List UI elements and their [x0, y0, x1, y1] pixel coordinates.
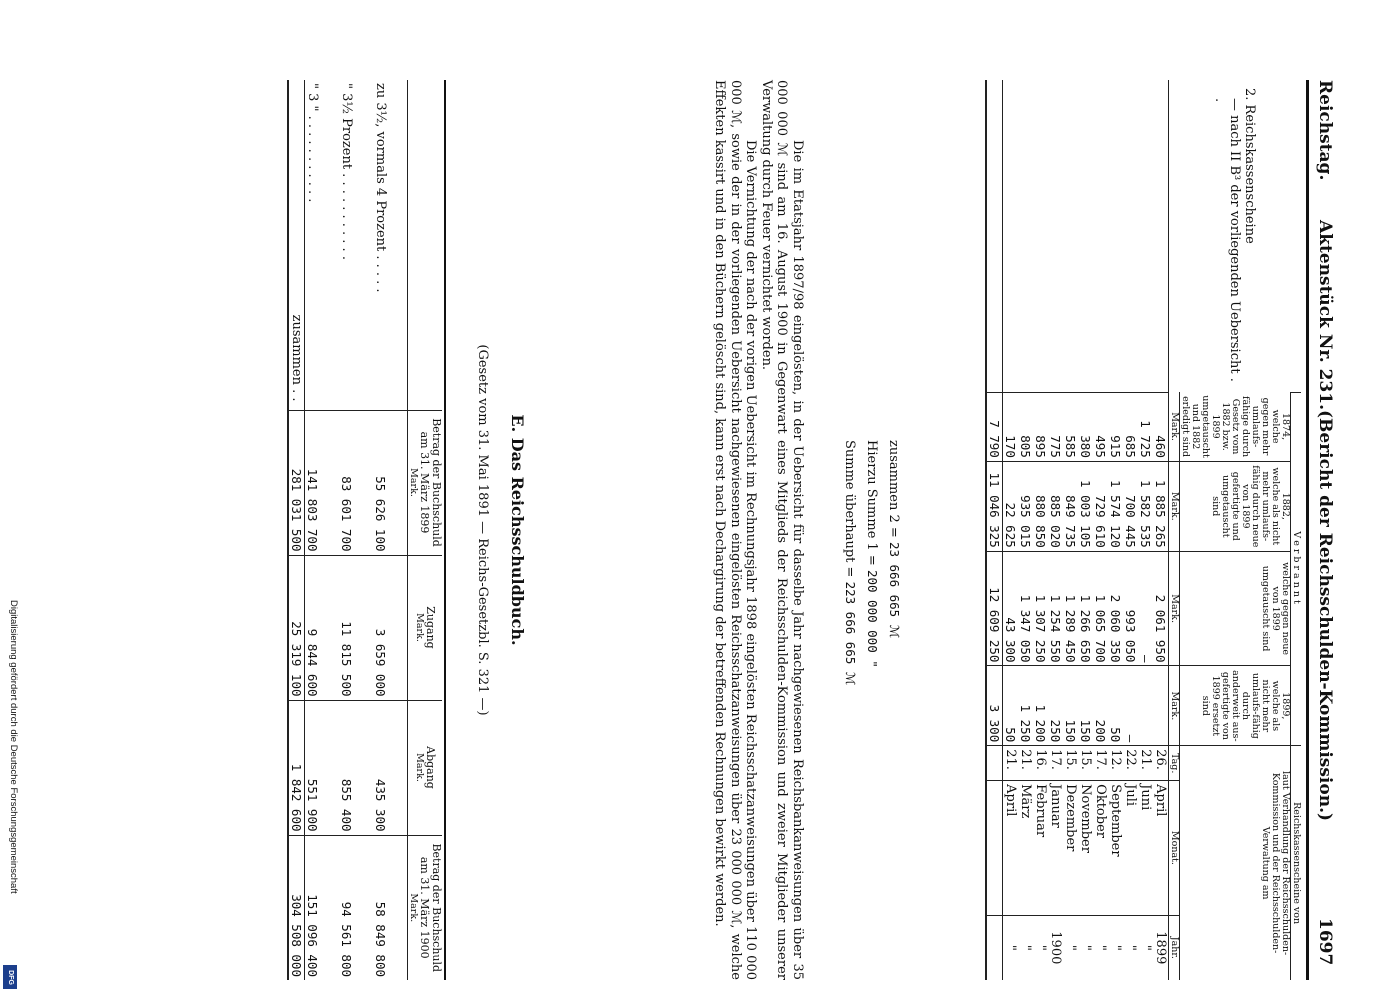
cell-c1882a: 1 582 535 [1138, 461, 1153, 551]
cell-c1882b: 1 307 250 [1033, 551, 1048, 666]
cell-c1899: 1 250 [1018, 666, 1033, 746]
table-row [1138, 80, 1153, 980]
row-label-block [1212, 88, 1257, 388]
cell-monat: Januar [1048, 781, 1063, 916]
cell-tag: 26. [1153, 746, 1169, 781]
cell-c1874: 170 [1003, 392, 1019, 461]
cell-c1882a: 1 003 105 [1078, 461, 1093, 551]
col-header-1874: 1874, welche gegen mehr umlaufs-fähige durch Gesetz vom 1882 bzw. 1899 umgetauscht und 1882 erledigt sind [1180, 392, 1291, 461]
cell-c1899 [1138, 666, 1153, 746]
cell-jahr: " [1138, 915, 1153, 980]
cell-jahr: " [1093, 915, 1108, 980]
table-row [373, 80, 408, 980]
table-row [1063, 80, 1078, 980]
table-row [1033, 80, 1048, 980]
cell-c1882a: 729 610 [1093, 461, 1108, 551]
cell-c1882a: 1 574 120 [1108, 461, 1123, 551]
cell-tag: 17. [1048, 746, 1063, 781]
cell-c1874: 895 [1033, 392, 1048, 461]
total-label: zusammen . . [288, 80, 305, 410]
cell-col1: 83 601 700 [339, 410, 373, 555]
col-header-1882a: 1882, welche als nicht mehr umlaufs-fähig durch neue von 1899 gefertigte und umgetauscht sind [1180, 461, 1291, 551]
digitization-credit [2, 600, 24, 995]
header-rule [1306, 80, 1309, 980]
cell-c1882b: 1 289 450 [1063, 551, 1078, 666]
cell-jahr: " [1018, 915, 1033, 980]
table-row [339, 80, 373, 980]
cell-c1882b: 2 060 350 [1108, 551, 1123, 666]
credit-text: Digitalisierung gefördert durch die Deutsche Forschungsgemeinschaft [8, 600, 19, 894]
debt-book-body [288, 80, 408, 980]
page-header [1311, 80, 1335, 980]
cell-c1899: 50 [1108, 666, 1123, 746]
cell-c1874: 585 [1063, 392, 1078, 461]
cell-c1874: 1 725 [1138, 392, 1153, 461]
cell-c1882b: 993 050 [1123, 551, 1138, 666]
burned-header: Reichskassenscheine von [1291, 746, 1302, 980]
cell-label: " 3 " . . . . . . . . . . . [305, 83, 320, 203]
cell-c1882a: 22 625 [1003, 461, 1019, 551]
total-col1: 281 031 500 [288, 410, 305, 555]
ueberhaupt-label: Summe überhaupt = [842, 440, 857, 578]
cell-monat: April [1003, 781, 1019, 916]
cell-tag: 21. [1003, 746, 1019, 781]
cell-tag: 16. [1033, 746, 1048, 781]
ueberhaupt-value: 223 666 665 ℳ [843, 581, 858, 686]
body-text [712, 80, 805, 980]
cell-c1899: 250 [1048, 666, 1063, 746]
sum-lines [836, 440, 902, 860]
table-row [1093, 80, 1108, 980]
col-header-betrag-1899: Betrag der Buchschuld am 31. März 1899 Mark. [408, 410, 443, 555]
section-label: 2. Reichskassenscheine [1242, 88, 1257, 244]
cell-c1882b: 43 300 [1003, 551, 1019, 666]
hierzu-label: Hierzu Summe 1 = [864, 440, 879, 566]
cell-c1899: 150 [1078, 666, 1093, 746]
cell-monat: Juni [1138, 781, 1153, 916]
cell-monat: März [1018, 781, 1033, 916]
cell-col2: 9 844 600 [305, 555, 340, 700]
unit-mark: Mark. [1169, 666, 1180, 746]
cell-col3: 551 900 [305, 700, 340, 835]
cell-monat: September [1108, 781, 1123, 916]
cell-c1882a: 885 020 [1048, 461, 1063, 551]
cell-jahr: " [1108, 915, 1123, 980]
col-header-zugang: Zugang Mark. [408, 555, 443, 700]
cell-c1882a: 880 850 [1033, 461, 1048, 551]
col-header-abgang: Abgang Mark. [408, 700, 443, 835]
cell-jahr: " [1033, 915, 1048, 980]
unit-mark: Mark. [1169, 392, 1180, 461]
cell-c1874: 460 [1153, 392, 1169, 461]
dfg-logo: DFG [3, 965, 17, 989]
cell-c1874: 495 [1093, 392, 1108, 461]
cell-c1899: — [1123, 666, 1138, 746]
cell-col2: 3 659 000 [373, 555, 408, 700]
total-col3: 1 842 600 [288, 700, 305, 835]
cell-c1899: 1 200 [1033, 666, 1048, 746]
cell-monat: April [1153, 781, 1169, 916]
cell-c1882b: 1 254 550 [1048, 551, 1063, 666]
zusammen2-value: 23 666 665 ℳ [887, 541, 902, 639]
cell-col1: 55 626 100 [373, 410, 408, 555]
cell-c1874: 685 [1123, 392, 1138, 461]
cell-monat: Oktober [1093, 781, 1108, 916]
section-sublabel: — nach II B³ der vorliegenden Uebersicht . . [1212, 98, 1242, 382]
header-title: (Bericht der Reichsschulden-Kommission.) [1315, 410, 1335, 822]
paragraph: Die Vernichtung der nach der vorigen Uebersicht im Rechnungsjahr 1898 eingelösten Reichsschatzanweisungen über 110 000 000 ℳ, sowie der in der vorliegenden Uebersicht nachgewiesenen eingelösten Reichsschatzanweisungen über 23 000 000 ℳ, welche Effekten kassirt und in den Büchern gelöscht sind, kann erst nach Dechargirung der betreffenden Rechnungen bewirkt werden. [712, 80, 759, 980]
table-row [1048, 80, 1063, 980]
table2-top-rule [444, 80, 446, 980]
page-number: 1697 [1315, 918, 1335, 966]
cell-c1899: 200 [1093, 666, 1108, 746]
cell-c1882a: 935 015 [1018, 461, 1033, 551]
cell-c1882a: 1 885 265 [1153, 461, 1169, 551]
table-row [1018, 80, 1033, 980]
cell-jahr: 1899 [1153, 915, 1169, 980]
section-e-heading [475, 80, 527, 980]
cell-jahr: " [1078, 915, 1093, 980]
cell-tag: 15. [1078, 746, 1093, 781]
cell-jahr: " [1063, 915, 1078, 980]
unit-mark: Mark. [1169, 461, 1180, 551]
cell-monat: Dezember [1063, 781, 1078, 916]
group-header: Verbrannt [1291, 392, 1302, 745]
col-header-tag: Tag. [1169, 746, 1180, 781]
unit-mark: Mark. [1169, 551, 1180, 666]
cell-col4: 151 096 400 [305, 835, 340, 980]
col-header-jahr: Jahr. [1169, 915, 1180, 980]
table-row [1108, 80, 1123, 980]
total-1899: 3 300 [986, 666, 1003, 746]
cell-col1: 141 803 700 [305, 410, 340, 555]
section-e-subtitle: (Gesetz vom 31. Mai 1891 — Reichs-Gesetzbl. S. 321 —) [475, 344, 490, 716]
paragraph: Die im Etatsjahr 1897/98 eingelösten, in der Uebersicht für dasselbe Jahr nachgewiesenen Reichsbankanweisungen über 35 000 000 ℳ sind am 16. August 1900 in Gegenwart eines Mitglieds der Reichsschulden-Kommission und zweier Mitglieder unserer Verwaltung durch Feuer vernichtet worden. [759, 80, 805, 980]
cell-c1899: 150 [1063, 666, 1078, 746]
col-header-monat: Monat. [1169, 781, 1180, 916]
debt-total-row [288, 80, 305, 980]
cell-jahr: " [1003, 915, 1019, 980]
total-1882b: 12 609 250 [986, 551, 1003, 666]
zusammen2-label: zusammen 2 = [886, 440, 901, 538]
cell-tag: 22. [1123, 746, 1138, 781]
cell-col2: 11 815 500 [339, 555, 373, 700]
total-1882a: 11 046 325 [986, 461, 1003, 551]
cell-tag: 21. [1138, 746, 1153, 781]
col-header-verbrannt: laut Verhandlung der Reichsschulden-Kommission und der Reichsschulden-Verwaltung am [1180, 746, 1291, 980]
table-row [1123, 80, 1138, 980]
cell-c1899 [1153, 666, 1169, 746]
table-row [1078, 80, 1093, 980]
cell-c1874: 775 [1048, 392, 1063, 461]
cell-c1899: 50 [1003, 666, 1019, 746]
cell-c1882b: 1 065 700 [1093, 551, 1108, 666]
cell-tag: 12. [1108, 746, 1123, 781]
table-row [1003, 80, 1019, 980]
cell-jahr: 1900 [1048, 915, 1063, 980]
hierzu-value: 200 000 000 " [865, 569, 880, 668]
banknote-table-body [986, 80, 1169, 980]
cell-c1882b: — [1138, 551, 1153, 666]
col-header-1882b: welche gegen neue von 1899 umgetauscht sind [1180, 551, 1291, 666]
cell-tag: 21. [1018, 746, 1033, 781]
cell-c1874: 915 [1108, 392, 1123, 461]
section-e-title: E. Das Reichsschuldbuch. [508, 414, 527, 646]
table-row [305, 80, 340, 980]
cell-c1882a: 700 445 [1123, 461, 1138, 551]
cell-label: zu 3½, vormals 4 Prozent . . . . . [373, 83, 388, 293]
header-left: Reichstag. [1315, 80, 1335, 181]
header-center: Aktenstück Nr. 231. [1315, 220, 1335, 411]
total-col4: 304 508 000 [288, 835, 305, 980]
cell-c1882b: 1 266 650 [1078, 551, 1093, 666]
cell-monat: Februar [1033, 781, 1048, 916]
cell-jahr: " [1123, 915, 1138, 980]
totals-row [986, 80, 1003, 980]
cell-tag: 17. [1093, 746, 1108, 781]
debt-book-table [287, 80, 442, 980]
col-header-1899: 1899, welche als nicht mehr umlaufs-fähig durch anderweit aus-gefertigte von 1899 ersetzt sind [1180, 666, 1291, 746]
cell-col3: 435 300 [373, 700, 408, 835]
cell-col4: 94 561 800 [339, 835, 373, 980]
cell-monat: November [1078, 781, 1093, 916]
cell-tag: 15. [1063, 746, 1078, 781]
table-row [1153, 80, 1169, 980]
cell-c1874: 380 [1078, 392, 1093, 461]
cell-col4: 58 849 800 [373, 835, 408, 980]
cell-col3: 855 400 [339, 700, 373, 835]
cell-c1882b: 2 061 950 [1153, 551, 1169, 666]
cell-monat: Juli [1123, 781, 1138, 916]
cell-c1882a: 849 735 [1063, 461, 1078, 551]
col-header-betrag-1900: Betrag der Buchschuld am 31. März 1900 Mark. [408, 835, 443, 980]
total-1874: 7 790 [986, 392, 1003, 461]
total-col2: 25 319 100 [288, 555, 305, 700]
cell-c1874: 805 [1018, 392, 1033, 461]
cell-label: " 3½ Prozent . . . . . . . . . . . [339, 83, 354, 260]
cell-c1882b: 1 347 050 [1018, 551, 1033, 666]
